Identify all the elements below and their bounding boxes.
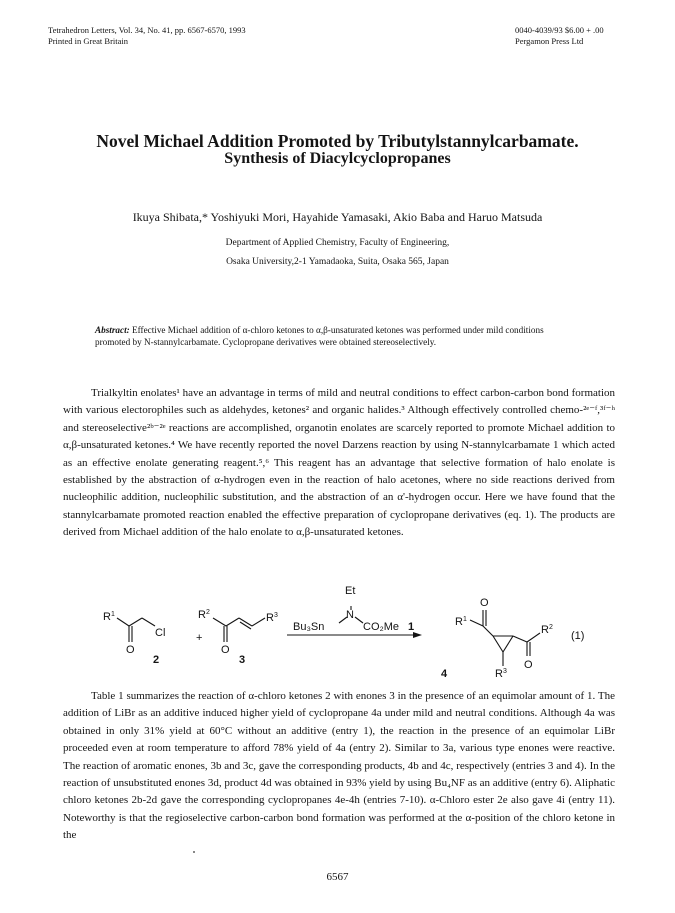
chloro-label: Cl [155,627,166,639]
r3-label: R [266,612,274,624]
journal-header [48,25,246,47]
printed-in: Printed in Great Britain [48,36,129,46]
abstract [95,324,575,348]
svg-text:R1 [455,616,467,628]
svg-text:R1 [103,611,115,623]
product-r2-sup: 2 [548,624,553,631]
body-text-top [63,385,615,542]
paragraph-intro: Trialkyltin enolates¹ have an advantage in terms of mild and neutral conditions to effect carbon-carbon bond formation with various electorophiles such as aldehydes, ketones² and organic halides.³ Although effectively controlled chemo-²ᵉ⁻ᶠ,³ᶠ⁻ʰ and stereoselective²ᵇ⁻²ᵉ reactions are accomplished, organotin enolates are scarcely reported to promote Michael addition to α,β-unsaturated ketones.⁴ We have recently reported the novel Darzens reaction by using N-stannylcarbamate 1 which acted as an effective enolate generating reagent.⁵,⁶ This reagent has an advantage that selective formation of halo enolate is established by the abstraction of α-hydrogen even in the reaction of halo acetones, where no side reactions derived from nucleophilic addition, nucleophilic substitution, and the abstraction of an α'-hydrogen occur. Here we have found that the stannylcarbamate promoted reaction enabled the effective preparation of cyclopropane derivatives (eq. 1). The products are derived from Michael addition of the halo enolate to α,β-unsaturated ketones. [63,387,615,539]
ethyl-label: Et [345,585,356,597]
abstract-text: Effective Michael addition of α-chloro ketones to α,β-unsaturated ketones was performed under mild conditions promoted by N-stannylcarbamate. Cyclopropane derivatives were obtained stereoselectively. [95,325,544,347]
svg-text:R2 [541,624,553,636]
affiliation-line-1: Department of Applied Chemistry, Faculty of Engineering, [225,238,450,248]
r2-label: R [198,609,206,621]
r2-sup: 2 [205,609,210,616]
equation-number: (1) [571,630,585,642]
compound-3-label: 3 [239,654,246,666]
publisher-header [515,25,604,47]
product-r1-label: R [455,616,463,628]
product-r1-sup: 1 [462,616,467,623]
product-r3-label: R [495,668,503,680]
paragraph-table-summary: Table 1 summarizes the reaction of α-chloro ketones 2 with enones 3 in the presence of an equimolar amount of 1. The addition of LiBr as an additive induced higher yield of cyclopropane 4a under mild and neutral conditions. Although 4a was obtained in only 31% yield at 60°C without an additive (entry 1), the reaction in the presence of an equimolar LiBr proceeded even at room temperature to afford 78% yield of 4a (entry 2). Similar to 3a, various type enones were reactive. The reaction of aromatic enones, 3b and 3c, gave the corresponding products, 4b and 4c, respectively (entries 3 and 4). In the reaction of unsubstituted enones 3d, product 4d was obtained in 93% yield by using Bu₄NF as an additive (entry 6). Aliphatic chloro ketones 2b-2d gave the corresponding cyclopropanes 4e-4h (entries 7-10). α-Chloro ester 2e also gave 4i (entry 11). Noteworthy is that the regioselective carbon-carbon bond formation was performed at the α-position of the chloro ketone in the [63,690,615,842]
scan-speck [193,851,195,853]
compound-2-label: 2 [153,654,160,666]
journal-citation: Tetrahedron Letters, Vol. 34, No. 41, pp. 6567-6570, 1993 [48,25,246,35]
affiliation-line-2: Osaka University,2-1 Yamadaoka, Suita, Osaka 565, Japan [226,257,449,267]
carbonyl-o-2: O [126,644,135,656]
carbonyl-o-3: O [221,644,230,656]
r1-sup: 1 [110,611,115,618]
r3-sup: 3 [273,612,278,619]
svg-text:R2 [198,609,210,621]
methoxycarbonyl-label: CO₂Me [363,621,400,633]
r1-label: R [103,611,111,623]
svg-text:R3 [266,612,278,624]
paper-title: Novel Michael Addition Promoted by Tributylstannylcarbamate. [96,131,579,151]
body-text-bottom [63,688,615,845]
author-list: Ikuya Shibata,* Yoshiyuki Mori, Hayahide Yamasaki, Akio Baba and Haruo Matsuda [132,210,543,224]
publisher-name: Pergamon Press Ltd [515,36,584,46]
paper-subtitle: Synthesis of Diacylcyclopropanes [224,150,451,167]
reaction-scheme [95,580,615,680]
page-number: 6567 [326,871,349,883]
plus-sign: + [196,632,203,644]
tributyltin-label: Bu₃Sn [293,621,325,633]
product-r3-sup: 3 [502,668,507,675]
compound-1-label: 1 [408,621,415,633]
nitrogen-label: N [346,609,354,621]
abstract-label: Abstract: [95,325,130,335]
product-r2-label: R [541,624,549,636]
compound-4-label: 4 [441,668,448,680]
issn-price: 0040-4039/93 $6.00 + .00 [515,25,604,35]
product-carbonyl-o-1: O [480,597,489,609]
product-carbonyl-o-2: O [524,659,533,671]
svg-text:R3 [495,668,507,680]
